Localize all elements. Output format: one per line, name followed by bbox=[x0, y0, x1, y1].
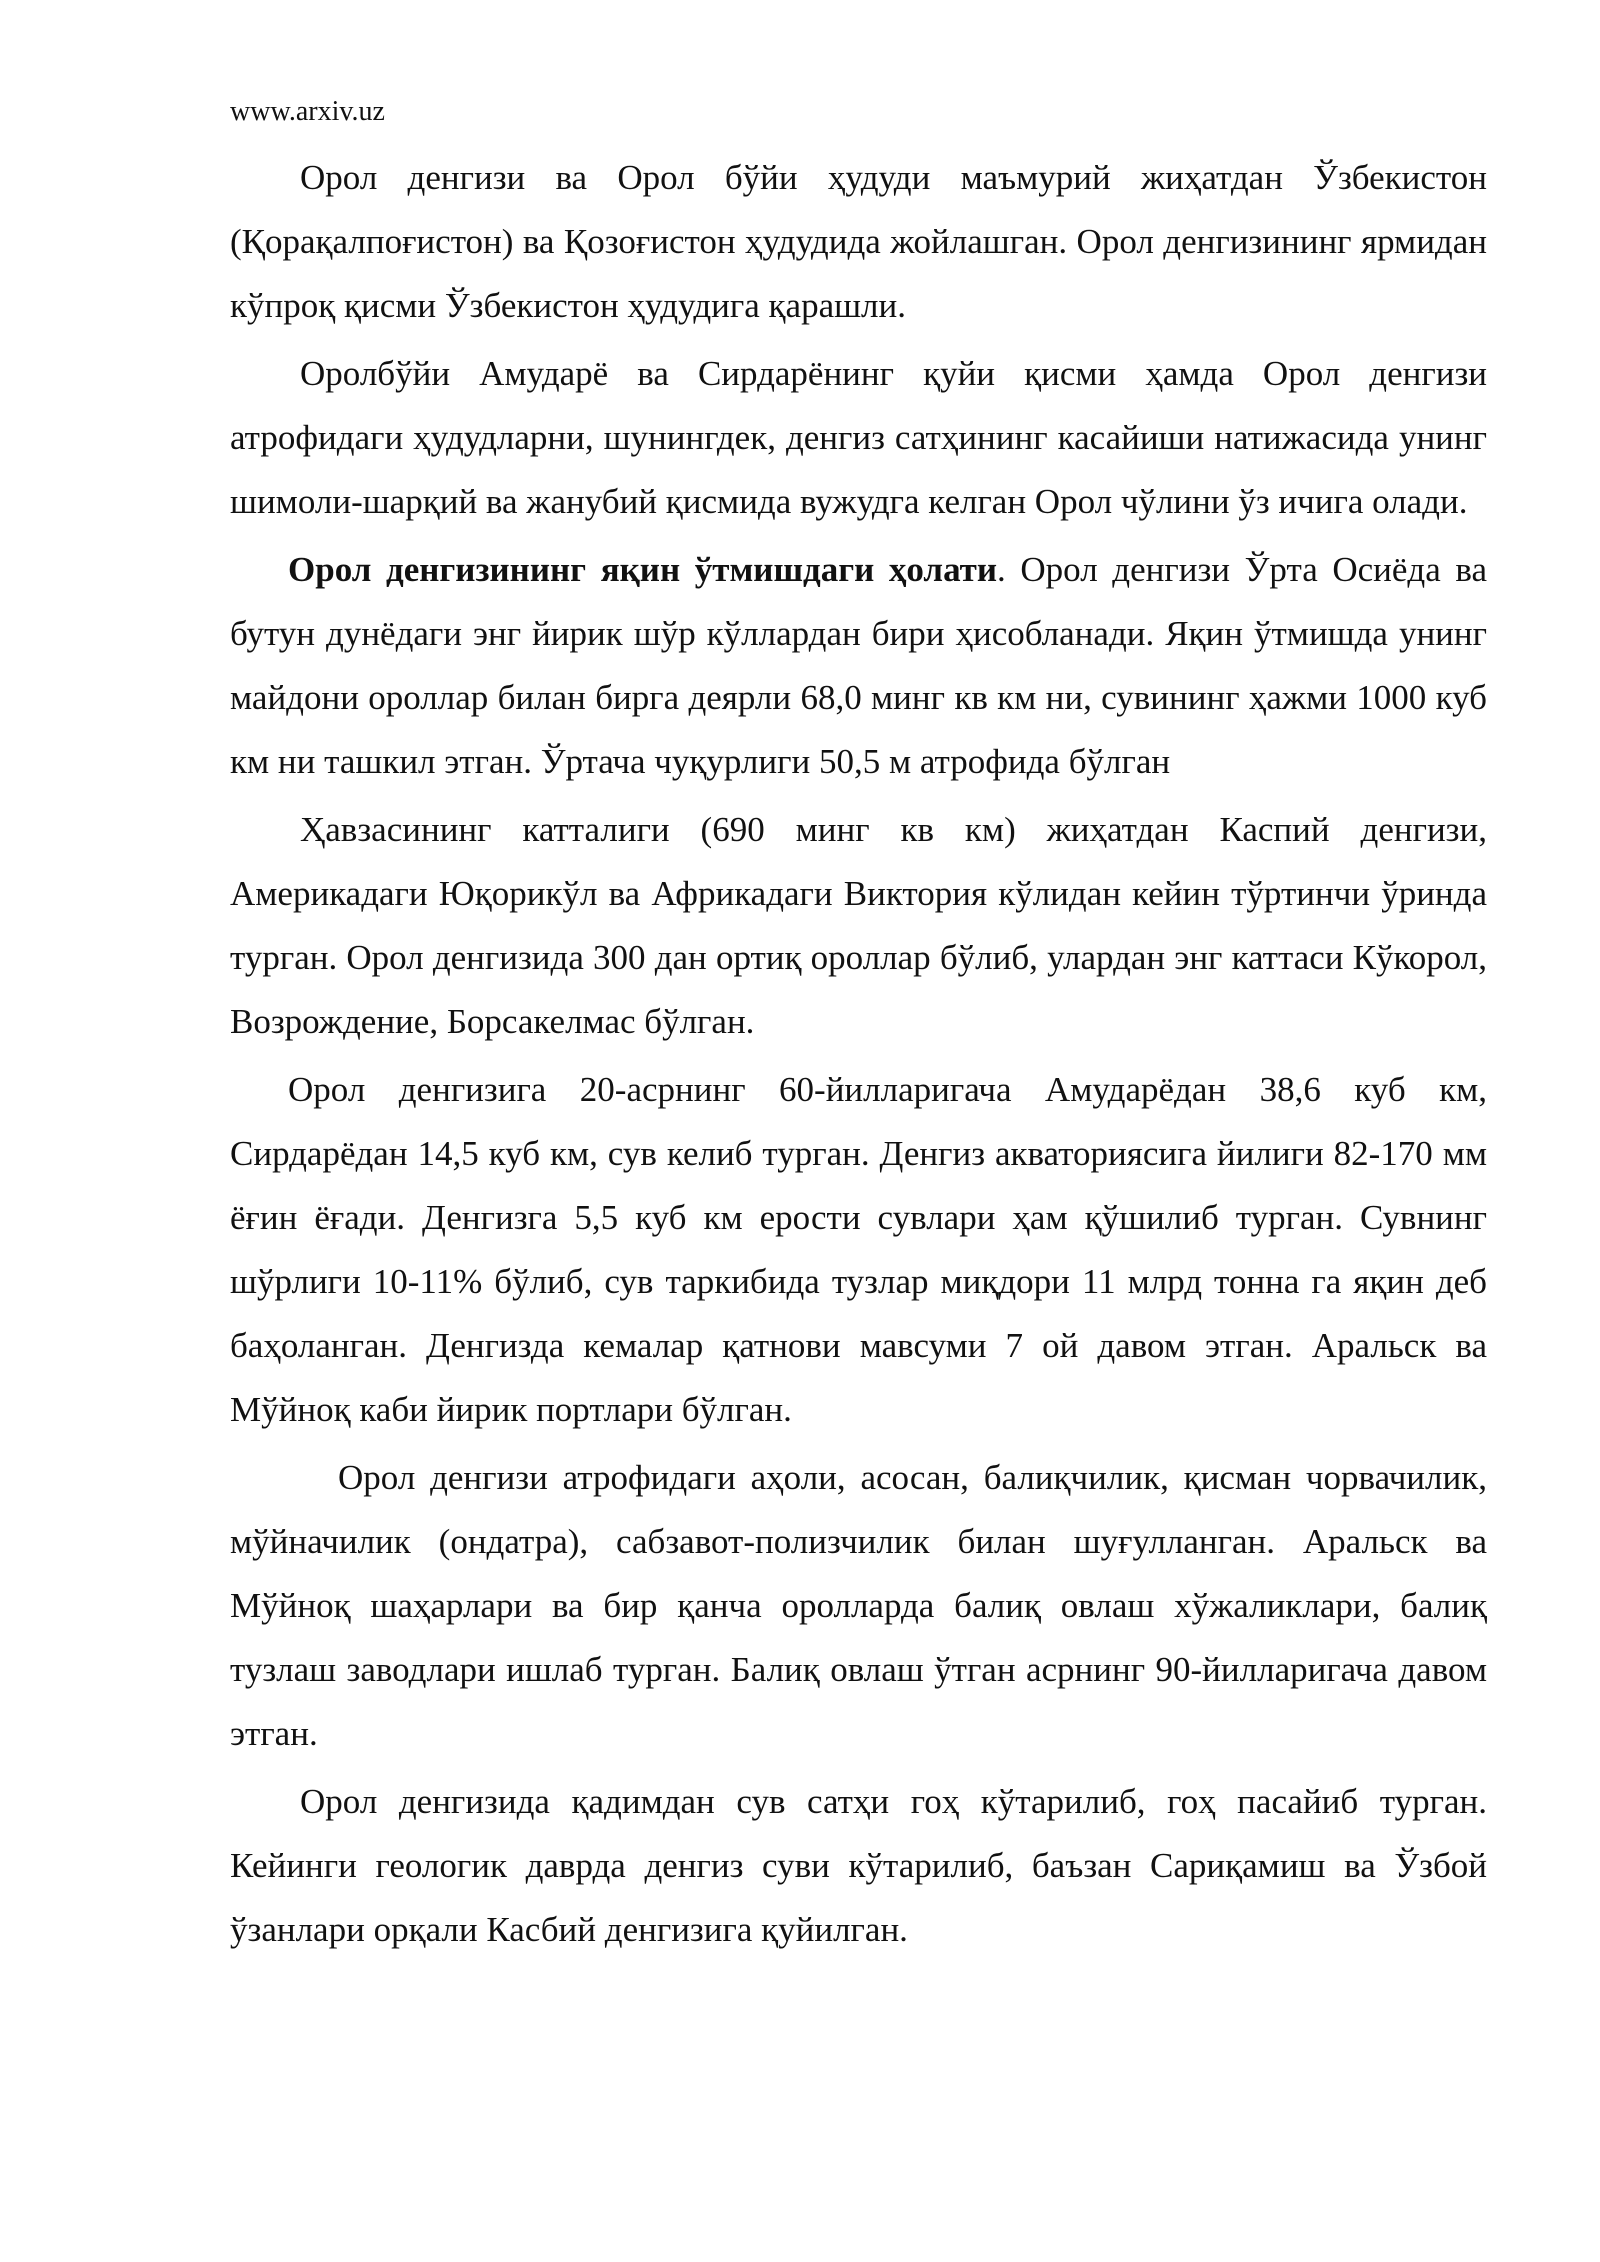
paragraph-recent-past-state bbox=[230, 538, 1487, 794]
paragraph-sea-level-history: Орол денгизида қадимдан сув сатҳи гоҳ кўтарилиб, гоҳ пасайиб турган. Кейинги геологик даврда денгиз суви кўтарилиб, баъзан Сариқамиш ва Ўзбой ўзанлари орқали Касбий денгизига қуйилган. bbox=[230, 1782, 1487, 1949]
site-url-header: www.arxiv.uz bbox=[230, 96, 385, 127]
paragraph-aral-region-definition: Оролбўйи Амударё ва Сирдарёнинг қуйи қисми ҳамда Орол денгизи атрофидаги ҳудудларни, шунингдек, денгиз сатҳининг касайиши натижасида унинг шимоли-шарқий ва жанубий қисмида вужудга келган Орол чўлини ўз ичига олади. bbox=[230, 354, 1487, 521]
paragraph-water-inflow: Орол денгизига 20-асрнинг 60-йилларигача Амударёдан 38,6 куб км, Сирдарёдан 14,5 куб км, сув келиб турган. Денгиз акваториясига йилиги 82-170 мм ёғин ёғади. Денгизга 5,5 куб км ерости сувлари ҳам қўшилиб турган. Сувнинг шўрлиги 10-11% бўлиб, сув таркибида тузлар миқдори 11 млрд тонна га яқин деб баҳоланган. Денгизда кемалар қатнови мавсуми 7 ой давом этган. Аральск ва Мўйноқ каби йирик портлари бўлган. bbox=[230, 1070, 1487, 1429]
paragraph-basin-size: Ҳавзасининг катталиги (690 минг кв км) жиҳатдан Каспий денгизи, Америкадаги Юқорикўл ва Африкадаги Виктория кўлидан кейин тўртинчи ўринда турган. Орол денгизида 300 дан ортиқ ороллар бўлиб, улардан энг каттаси Кўкорол, Возрождение, Борсакелмас бўлган. bbox=[230, 810, 1487, 1041]
paragraph-recent-past-text: . Орол денгизи Ўрта Осиёда ва бутун дунёдаги энг йирик шўр кўллардан бири ҳисобланади. Яқин ўтмишда унинг майдони ороллар билан бирга деярли 68,0 минг кв км ни, сувининг ҳажми 1000 куб км ни ташкил этган. Ўртача чуқурлиги 50,5 м атрофида бўлган bbox=[230, 550, 1487, 781]
section-heading-recent-past: Орол денгизининг яқин ўтмишдаги ҳолати bbox=[288, 550, 998, 589]
document-body bbox=[230, 146, 1487, 1962]
paragraph-population-activity: Орол денгизи атрофидаги аҳоли, асосан, балиқчилик, қисман чорвачилик, мўйначилик (ондатра), сабзавот-полизчилик билан шуғулланган. Аральск ва Мўйноқ шаҳарлари ва бир қанча оролларда балиқ овлаш хўжаликлари, балиқ тузлаш заводлари ишлаб турган. Балиқ овлаш ўтган асрнинг 90-йилларигача давом этган. bbox=[230, 1458, 1487, 1753]
paragraph-administrative-location: Орол денгизи ва Орол бўйи ҳудуди маъмурий жиҳатдан Ўзбекистон (Қорақалпоғистон) ва Қозоғистон ҳудудида жойлашган. Орол денгизининг ярмидан кўпроқ қисми Ўзбекистон ҳудудига қарашли. bbox=[230, 158, 1487, 325]
